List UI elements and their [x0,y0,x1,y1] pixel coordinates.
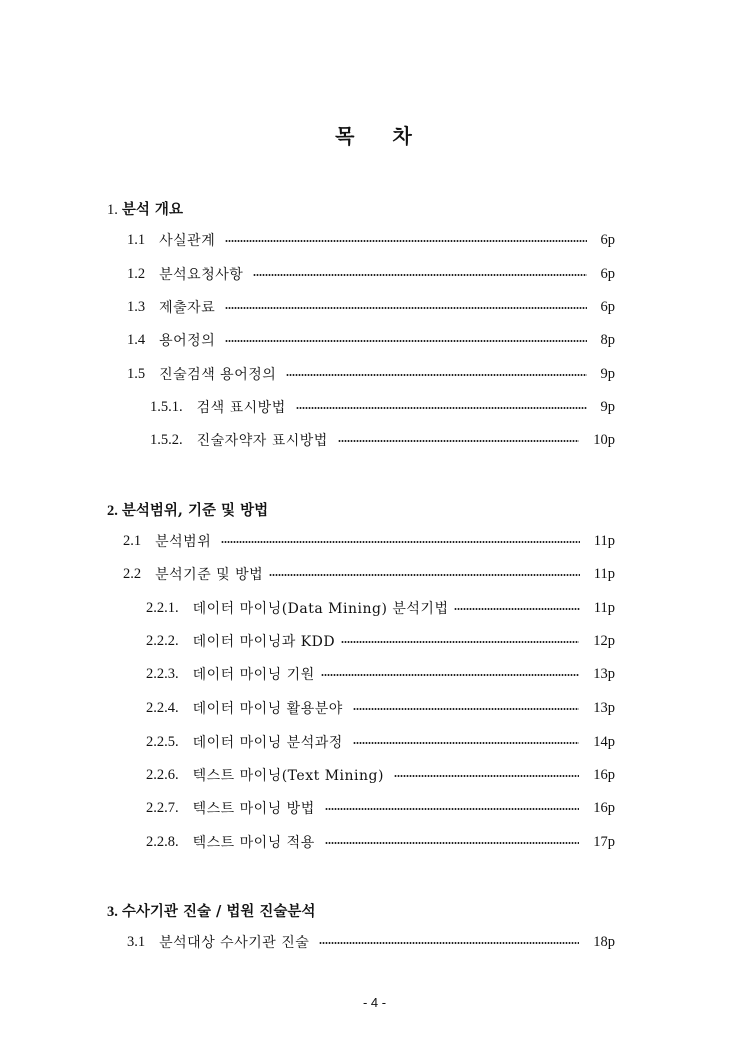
section-label: 분석 개요 [121,201,183,218]
dot-leader [225,307,586,309]
toc-entry-2-2-2[interactable]: 2.2.2. 데이터 마이닝과 KDD 12p [146,632,615,650]
toc-entry-1-4[interactable]: 1.4 용어정의 8p [127,331,615,349]
toc-entry-2-2-4[interactable]: 2.2.4. 데이터 마이닝 활용분야 13p [146,699,615,717]
dot-leader [286,374,586,376]
toc-entry-1-5-1[interactable]: 1.5.1. 검색 표시방법 9p [150,398,615,416]
toc-section-3: 3. 수사기관 진술 / 법원 진술분석 [107,903,316,920]
dot-leader [338,440,579,442]
toc-entry-1-1[interactable]: 1.1 사실관계 6p [127,231,615,249]
title-left: 목 [335,124,357,148]
dot-leader [394,775,579,777]
page-number: - 4 - [362,995,387,1010]
toc-entry-2-2-1[interactable]: 2.2.1. 데이터 마이닝(Data Mining) 분석기법 11p [146,599,615,617]
section-label: 분석범위, 기준 및 방법 [121,502,269,519]
toc-entry-2-2-8[interactable]: 2.2.8. 텍스트 마이닝 적용 17p [146,833,615,851]
dot-leader [225,240,586,242]
dot-leader [296,407,587,409]
toc-entry-3-1[interactable]: 3.1 분석대상 수사기관 진술 18p [127,933,615,951]
toc-entry-2-2-3[interactable]: 2.2.3. 데이터 마이닝 기원 13p [146,665,615,683]
dot-leader [321,674,580,676]
dot-leader [269,574,580,576]
toc-entry-1-3[interactable]: 1.3 제출자료 6p [127,298,615,316]
page-title [0,120,749,149]
toc-entry-1-2[interactable]: 1.2 분석요청사항 6p [127,265,615,283]
dot-leader [225,340,586,342]
dot-leader [454,608,579,610]
dot-leader [325,808,580,810]
dot-leader [353,708,579,710]
toc-entry-1-5[interactable]: 1.5 진술검색 용어정의 9p [127,365,615,383]
dot-leader [253,274,586,276]
toc-entry-2-2-7[interactable]: 2.2.7. 텍스트 마이닝 방법 16p [146,799,615,817]
toc-entry-2-2-6[interactable]: 2.2.6. 텍스트 마이닝(Text Mining) 16p [146,766,615,784]
toc-entry-2-2[interactable]: 2.2 분석기준 및 방법 11p [123,565,615,583]
toc-entry-2-2-5[interactable]: 2.2.5. 데이터 마이닝 분석과정 14p [146,733,615,751]
dot-leader [353,742,579,744]
toc-section-2: 2. 분석범위, 기준 및 방법 [107,502,269,519]
title-right: 차 [392,124,414,148]
dot-leader [319,942,579,944]
dot-leader [341,641,579,643]
toc-entry-1-5-2[interactable]: 1.5.2. 진술자약자 표시방법 10p [150,431,615,449]
toc-entry-2-1[interactable]: 2.1 분석범위 11p [123,532,615,550]
dot-leader [325,842,580,844]
section-label: 수사기관 진술 / 법원 진술분석 [121,903,316,920]
toc-section-1: 1. 분석 개요 [107,201,183,218]
dot-leader [221,541,580,543]
